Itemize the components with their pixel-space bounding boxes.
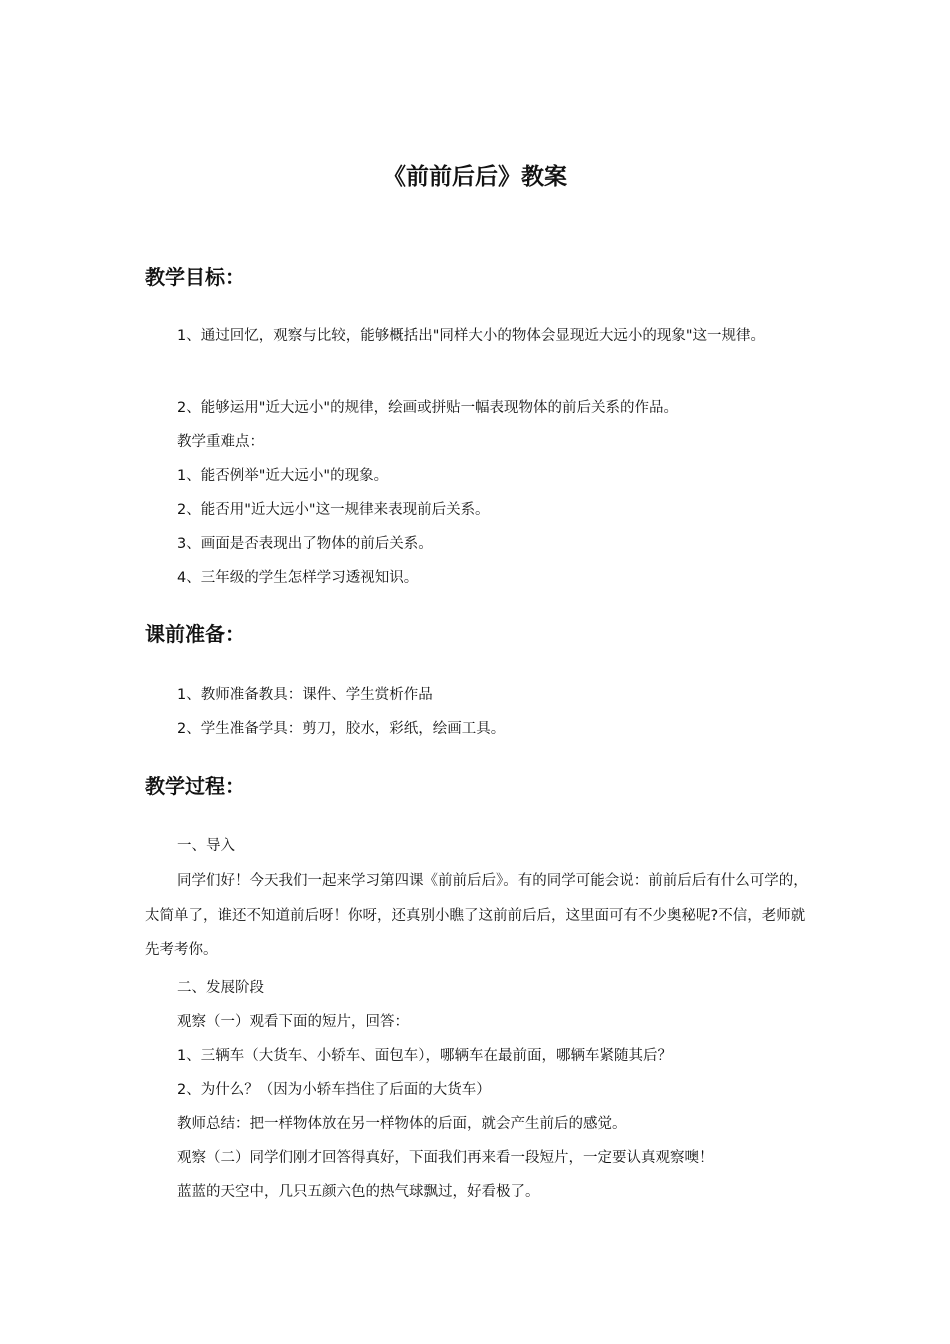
heading-objectives: 教学目标： xyxy=(145,265,245,289)
objective-item-2: 2、能够运用"近大远小"的规律，绘画或拼贴一幅表现物体的前后关系的作品。 xyxy=(177,400,679,416)
teacher-summary: 教师总结：把一样物体放在另一样物体的后面，就会产生前后的感觉。 xyxy=(177,1116,627,1132)
observe-1: 观察（一）观看下面的短片，回答： xyxy=(177,1014,409,1030)
document-title: 《前前后后》教案 xyxy=(383,164,567,190)
intro-paragraph: 同学们好！今天我们一起来学习第四课《前前后后》。有的同学可能会说：前前后后有什么可学的，太简单了，谁还不知道前后呀！你呀，还真别小瞧了这前前后后，这里面可有不少奥秘呢?不信，老师就先考考你。 xyxy=(145,873,808,958)
preparation-item-1: 1、教师准备教具：课件、学生赏析作品 xyxy=(177,687,433,703)
difficulty-item-3: 3、画面是否表现出了物体的前后关系。 xyxy=(177,536,433,552)
question-1: 1、三辆车（大货车、小轿车、面包车），哪辆车在最前面，哪辆车紧随其后？ xyxy=(177,1048,672,1064)
difficulty-label: 教学重难点： xyxy=(177,434,264,450)
preparation-item-2: 2、学生准备学具：剪刀，胶水，彩纸，绘画工具。 xyxy=(177,721,506,737)
step-2-label: 二、发展阶段 xyxy=(177,980,264,996)
difficulty-item-4: 4、三年级的学生怎样学习透视知识。 xyxy=(177,570,419,586)
observe-2: 观察（二）同学们刚才回答得真好，下面我们再来看一段短片，一定要认真观察噢！ xyxy=(177,1150,714,1166)
heading-process: 教学过程： xyxy=(145,774,245,798)
step-1-label: 一、导入 xyxy=(177,838,235,854)
objective-item-1: 1、通过回忆，观察与比较，能够概括出"同样大小的物体会显现近大远小的现象"这一规律。 xyxy=(177,328,766,344)
difficulty-item-1: 1、能否例举"近大远小"的现象。 xyxy=(177,468,389,484)
difficulty-item-2: 2、能否用"近大远小"这一规律来表现前后关系。 xyxy=(177,502,490,518)
sky-description: 蓝蓝的天空中，几只五颜六色的热气球飘过，好看极了。 xyxy=(177,1184,540,1200)
heading-preparation: 课前准备： xyxy=(145,622,245,646)
question-2: 2、为什么？（因为小轿车挡住了后面的大货车） xyxy=(177,1082,491,1098)
